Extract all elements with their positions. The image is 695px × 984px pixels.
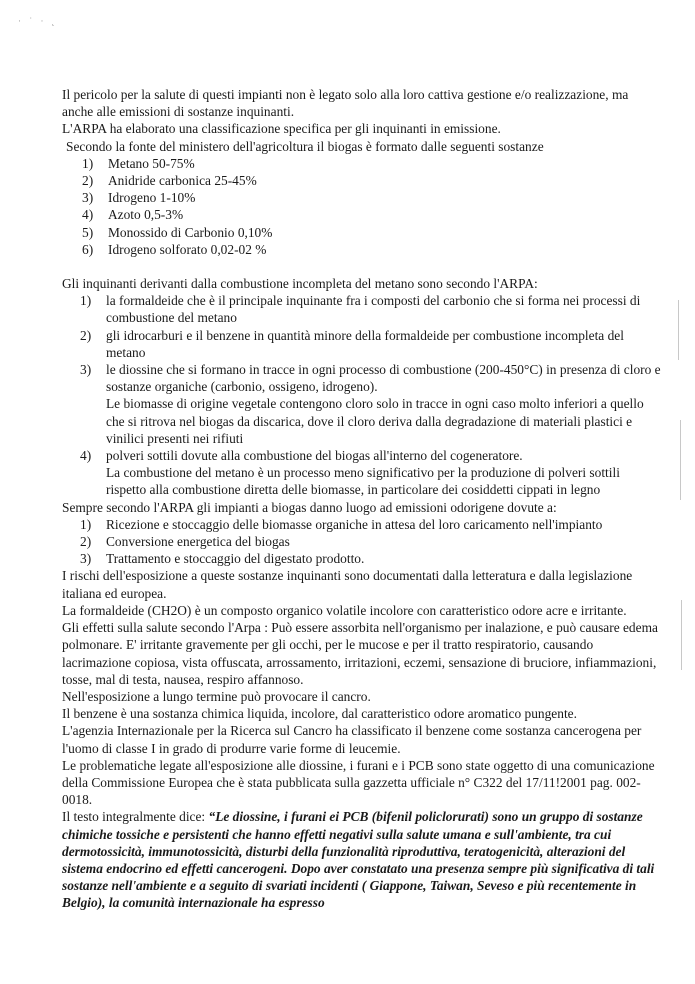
list-number: 1) bbox=[80, 516, 92, 532]
paragraph: Il benzene è una sostanza chimica liquida, incolore, dal caratteristico odore aromatico pungente. bbox=[62, 706, 577, 722]
list-item bbox=[62, 224, 662, 241]
list-number: 5) bbox=[82, 224, 94, 240]
list-number: 2) bbox=[82, 173, 94, 189]
list-text: Monossido di Carbonio 0,10% bbox=[108, 224, 273, 240]
paragraph: Nell'esposizione a lungo termine può provocare il cancro. bbox=[62, 688, 371, 704]
scan-edge-mark bbox=[681, 600, 682, 670]
quote-text: “Le diossine, i furani ei PCB (bifenil policlorurati) sono un gruppo di sostanze chimiche tossiche e persistenti che hanno effetti negativi sulla salute umana e sull'ambiente, tra cui dermotossicità, immunotossicità, disturbi della funzionalità riproduttiva, teratogenicità, alterazioni del sistema endocrino ed effetti cancerogeni. Dopo aver constatato una presenza sempre più significativa di tali sostanze nell'ambiente e a seguito di svariati incidenti ( Giappone, Taiwan, Seveso e più recentemente in Belgio), la comunità internazionale ha espresso bbox=[62, 809, 655, 911]
list-text-extra: La combustione del metano è un processo meno significativo per la produzione di polveri sottili rispetto alla combustione diretta delle biomasse, in particolare dei cosiddetti cippati in legno bbox=[106, 465, 620, 498]
list-item bbox=[62, 241, 662, 258]
odor-sources-list bbox=[62, 516, 662, 568]
list-text: Conversione energetica del biogas bbox=[106, 534, 290, 550]
list-text: Idrogeno solforato 0,02-02 % bbox=[108, 241, 267, 257]
biogas-composition-list bbox=[62, 155, 662, 258]
paragraph: L'agenzia Internazionale per la Ricerca sul Cancro ha classificato il benzene come sostanza cancerogena per l'uomo di classe I in grado di produrre varie forme di leucemie. bbox=[62, 723, 642, 756]
list-text: la formaldeide che è il principale inquinante fra i composti del carbonio che si forma nei processi di combustione del metano bbox=[106, 293, 641, 326]
scan-edge-mark bbox=[680, 420, 681, 500]
quote-paragraph bbox=[62, 808, 662, 911]
list-item bbox=[62, 516, 662, 533]
list-item bbox=[62, 533, 662, 550]
list-item bbox=[62, 447, 662, 499]
list-item bbox=[62, 189, 662, 206]
list-number: 6) bbox=[82, 241, 94, 257]
list-number: 3) bbox=[80, 551, 92, 567]
list-item bbox=[62, 172, 662, 189]
list-number: 3) bbox=[80, 362, 92, 378]
list-text: polveri sottili dovute alla combustione del biogas all'interno del cogeneratore. bbox=[106, 448, 523, 464]
list-item bbox=[62, 292, 662, 326]
list-item bbox=[62, 155, 662, 172]
paragraph: Sempre secondo l'ARPA gli impianti a biogas danno luogo ad emissioni odorigene dovute a: bbox=[62, 499, 557, 515]
document-body bbox=[62, 86, 662, 912]
list-item bbox=[62, 361, 662, 447]
paragraph: Secondo la fonte del ministero dell'agricoltura il biogas è formato dalle seguenti sostanze bbox=[66, 138, 544, 154]
list-number: 4) bbox=[82, 207, 94, 223]
scan-specks: · ˙ · ˛ bbox=[18, 16, 58, 26]
list-text: Anidride carbonica 25-45% bbox=[108, 173, 257, 189]
quote-prefix: Il testo integralmente dice: bbox=[62, 809, 209, 825]
list-number: 3) bbox=[82, 190, 94, 206]
list-text: Trattamento e stoccaggio del digestato prodotto. bbox=[106, 551, 365, 567]
list-text: Idrogeno 1-10% bbox=[108, 190, 196, 206]
list-number: 1) bbox=[82, 155, 94, 171]
list-number: 4) bbox=[80, 448, 92, 464]
pollutants-list bbox=[62, 292, 662, 498]
list-item bbox=[62, 550, 662, 567]
paragraph: I rischi dell'esposizione a queste sostanze inquinanti sono documentati dalla letteratura e dalla legislazione italiana ed europea. bbox=[62, 568, 633, 601]
paragraph: L'ARPA ha elaborato una classificazione specifica per gli inquinanti in emissione. bbox=[62, 121, 501, 137]
list-text: gli idrocarburi e il benzene in quantità minore della formaldeide per combustione incompleta del metano bbox=[106, 327, 624, 360]
list-item bbox=[62, 206, 662, 223]
list-text: Ricezione e stoccaggio delle biomasse organiche in attesa del loro caricamento nell'impianto bbox=[106, 516, 603, 532]
list-text: le diossine che si formano in tracce in ogni processo di combustione (200-450°C) in presenza di cloro e sostanze organiche (carbonio, ossigeno, idrogeno). bbox=[106, 362, 661, 395]
list-text-extra: Le biomasse di origine vegetale contengono cloro solo in tracce in ogni caso molto inferiori a quello che si ritrova nel biogas da discarica, dove il cloro deriva dalla degradazione di materiali plastici e vinilici presenti nei rifiuti bbox=[106, 396, 644, 446]
paragraph: Le problematiche legate all'esposizione alle diossine, i furani e i PCB sono state oggetto di una comunicazione della Commissione Europea che è stata pubblicata sulla gazzetta ufficiale n° C322 del 17/11!2001 pag. 002-0018. bbox=[62, 757, 655, 808]
list-text: Metano 50-75% bbox=[108, 155, 195, 171]
paragraph: Gli inquinanti derivanti dalla combustione incompleta del metano sono secondo l'ARPA: bbox=[62, 276, 538, 292]
paragraph: Il pericolo per la salute di questi impianti non è legato solo alla loro cattiva gestione e/o realizzazione, ma anche alle emissioni di sostanze inquinanti. bbox=[62, 87, 629, 120]
paragraph: La formaldeide (CH2O) è un composto organico volatile incolore con caratteristico odore acre e irritante. bbox=[62, 602, 627, 618]
list-number: 2) bbox=[80, 534, 92, 550]
list-text: Azoto 0,5-3% bbox=[108, 207, 184, 223]
list-item bbox=[62, 327, 662, 361]
list-number: 2) bbox=[80, 327, 92, 343]
list-number: 1) bbox=[80, 293, 92, 309]
scan-edge-mark bbox=[678, 300, 679, 360]
paragraph: Gli effetti sulla salute secondo l'Arpa : Può essere assorbita nell'organismo per inalazione, e può causare edema polmonare. E' irritante gravemente per gli occhi, per le mucose e per il tratto respiratorio, causando lacrimazione copiosa, vista offuscata, arrossamento, irritazioni, eczemi, sensazione di bruciore, infiammazioni, tosse, mal di testa, nausea, respiro affannoso. bbox=[62, 620, 658, 687]
